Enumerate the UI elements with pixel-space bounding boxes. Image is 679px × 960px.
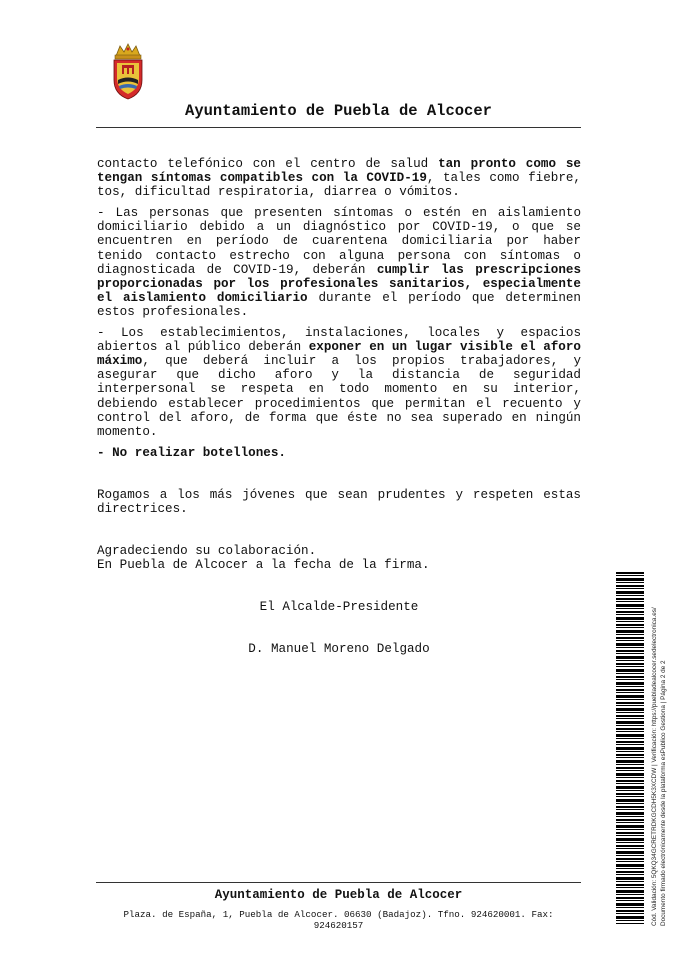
bold-text: exponer en un lugar visible el aforo máximo [97, 340, 581, 369]
verification-platform: Documento firmado electrónicamente desde la plataforma esPublico Gestiona | Página 2 de 2 [659, 660, 667, 926]
verification-block [644, 576, 668, 926]
text: - Las personas que presenten síntomas o estén en aislamiento domiciliario debido a un diagnóstico por COVID-19, o que se encuentren en período de cuarentena domiciliaria por haber tenido contacto estrecho con alguna persona con síntomas o diagnosticada de COVID-19, deberán [97, 206, 581, 277]
footer-address: Plaza. de España, 1, Puebla de Alcocer. 06630 (Badajoz). Tfno. 924620001. Fax: 924620157 [123, 909, 554, 931]
text: , tales como fiebre, tos, dificultad respiratoria, diarrea o vómitos. [97, 171, 581, 200]
verification-code: Cód. Validación: 5QKQ34GCRETRDKGCDH5K3XCDW | Verificación: https://puebladealcocer.sedelectronica.es/ [651, 607, 658, 926]
signature-role: El Alcalde-Presidente [259, 600, 419, 615]
paragraph-request: Rogamos a los más jóvenes que sean prudentes y respeten estas directrices. [97, 487, 581, 516]
footer-divider [96, 882, 581, 883]
text: contacto telefónico con el centro de salud [97, 157, 439, 171]
text: durante el período que determinen estos profesionales. [97, 290, 581, 319]
paragraph-place-date: En Puebla de Alcocer a la fecha de la firma. [97, 558, 430, 573]
footer-title: Ayuntamiento de Puebla de Alcocer [214, 888, 463, 902]
text: , que deberá incluir a los propios trabajadores, y asegurar que dicho aforo y la distancia de seguridad interpersonal se respeta en todo momento en su interior, debiendo establecer procedimientos que permitan el recuento y control del aforo, de forma que éste no sea superado en ningún momento. [97, 354, 581, 439]
paragraph-thanks: Agradeciendo su colaboración. [97, 544, 317, 559]
header-divider [96, 127, 581, 128]
bold-text: - No realizar botellones. [97, 445, 286, 460]
signature-name: D. Manuel Moreno Delgado [248, 642, 430, 657]
bold-text: cumplir las prescripciones proporcionadas por los profesionales sanitarios, especialmente el aislamiento domiciliario [97, 262, 581, 305]
barcode-icon [616, 572, 644, 924]
paragraph-isolation [97, 206, 581, 319]
paragraph-contact [97, 157, 581, 199]
page-header-title: Ayuntamiento de Puebla de Alcocer [185, 102, 492, 120]
letter-body [97, 157, 581, 656]
coat-of-arms-icon [110, 42, 146, 102]
paragraph-botellones [97, 446, 581, 460]
bold-text: tan pronto como se tengan síntomas compatibles con la COVID-19 [97, 157, 581, 186]
text: - Los establecimientos, instalaciones, locales y espacios abiertos al público deberán [97, 326, 581, 355]
paragraph-capacity [97, 326, 581, 439]
